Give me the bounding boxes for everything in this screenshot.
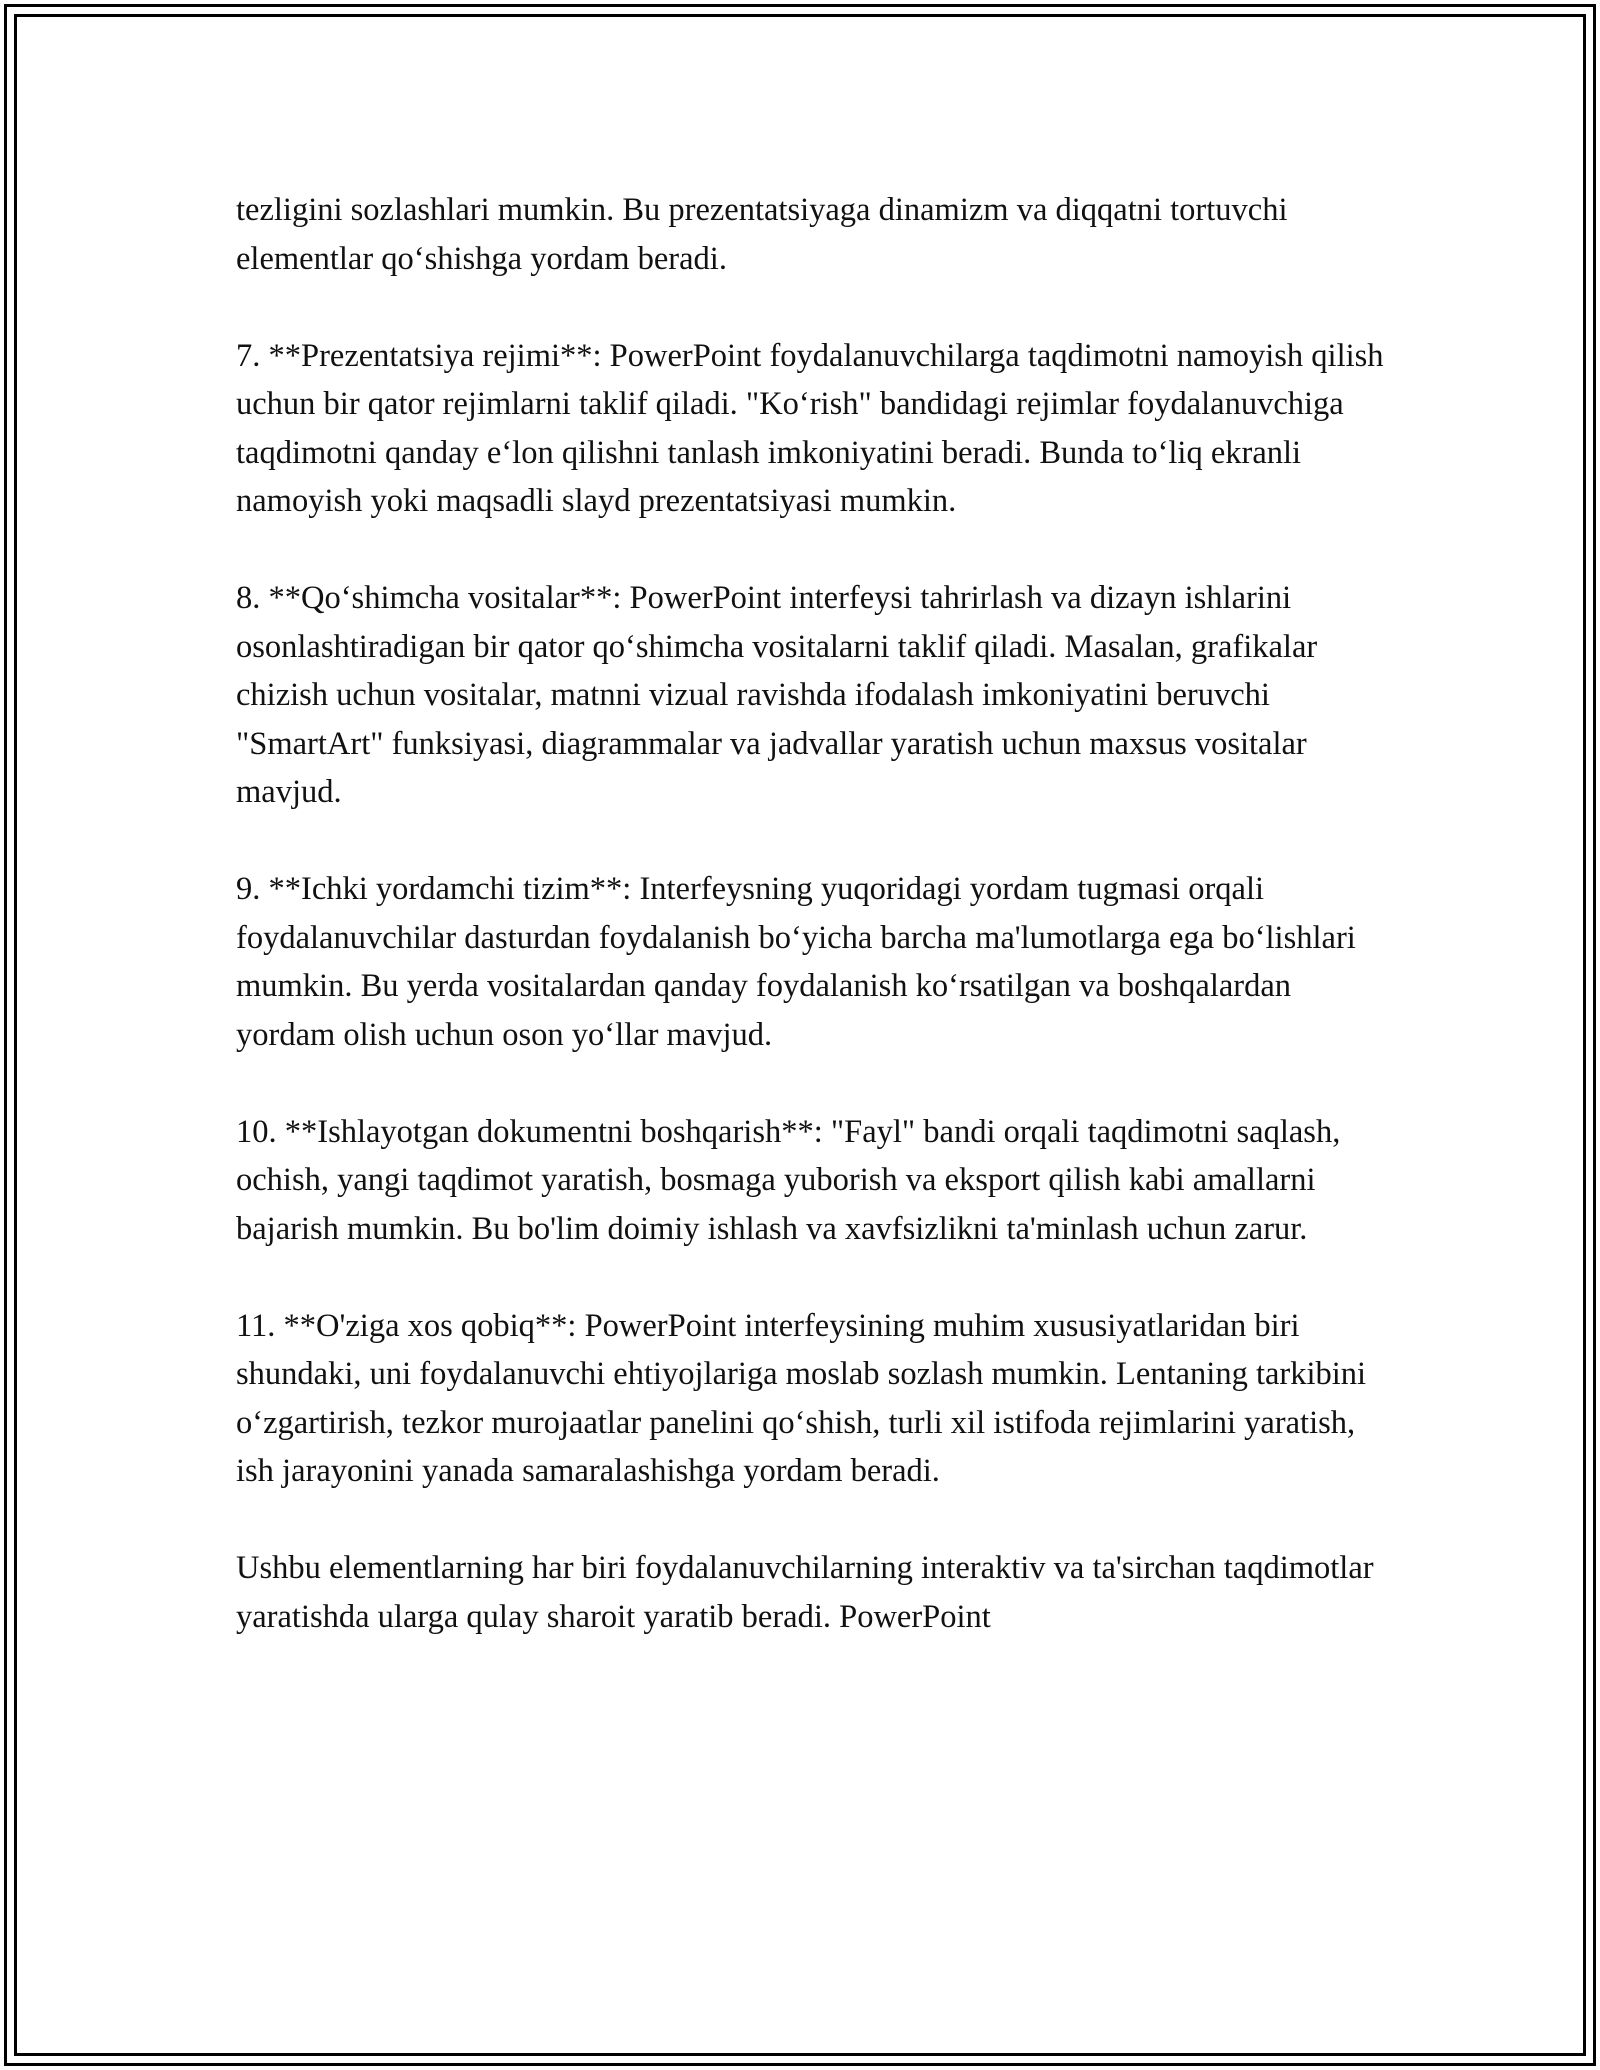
paragraph-item-11: 11. **O'ziga xos qobiq**: PowerPoint interfeysining muhim xususiyatlaridan biri shundaki, uni foydalanuvchi ehtiyojlariga moslab sozlash mumkin. Lentaning tarkibini o‘zgartirish, tezkor murojaatlar panelini qo‘shish, turli xil istifoda rejimlarini yaratish, ish jarayonini yanada samaralashishga yordam beradi.	[236, 1307, 1367, 1489]
paragraph-item-8: 8. **Qo‘shimcha vositalar**: PowerPoint interfeysi tahrirlash va dizayn ishlarini osonlashtiradigan bir qator qo‘shimcha vositalarni taklif qiladi. Masalan, grafikalar chizish uchun vositalar, matnni vizual ravishda ifodalash imkoniyatini beruvchi "SmartArt" funksiyasi, diagrammalar va jadvallar yaratish uchun maxsus vositalar mavjud.	[236, 580, 1318, 810]
paragraph-conclusion: Ushbu elementlarning har biri foydalanuvchilarning interaktiv va ta'sirchan taqdimotlar yaratishda ularga qulay sharoit yaratib beradi. PowerPoint	[236, 1550, 1374, 1635]
paragraph-intro: tezligini sozlashlari mumkin. Bu prezentatsiyaga dinamizm va diqqatni tortuvchi elementlar qo‘shishga yordam beradi.	[236, 192, 1288, 277]
paragraph-item-7: 7. **Prezentatsiya rejimi**: PowerPoint foydalanuvchilarga taqdimotni namoyish qilish uchun bir qator rejimlarni taklif qiladi. "Ko‘rish" bandidagi rejimlar foydalanuvchiga taqdimotni qanday e‘lon qilishni tanlash imkoniyatini beradi. Bunda to‘liq ekranli namoyish yoki maqsadli slayd prezentatsiyasi mumkin.	[236, 337, 1384, 519]
document-body	[236, 186, 1386, 1641]
paragraph-item-10: 10. **Ishlayotgan dokumentni boshqarish**: "Fayl" bandi orqali taqdimotni saqlash, ochish, yangi taqdimot yaratish, bosmaga yuborish va eksport qilish kabi amallarni bajarish mumkin. Bu bo'lim doimiy ishlash va xavfsizlikni ta'minlash uchun zarur.	[236, 1113, 1341, 1247]
paragraph-item-9: 9. **Ichki yordamchi tizim**: Interfeysning yuqoridagi yordam tugmasi orqali foydalanuvchilar dasturdan foydalanish bo‘yicha barcha ma'lumotlarga ega bo‘lishlari mumkin. Bu yerda vositalardan qanday foydalanish ko‘rsatilgan va boshqalardan yordam olish uchun oson yo‘llar mavjud.	[236, 871, 1356, 1053]
